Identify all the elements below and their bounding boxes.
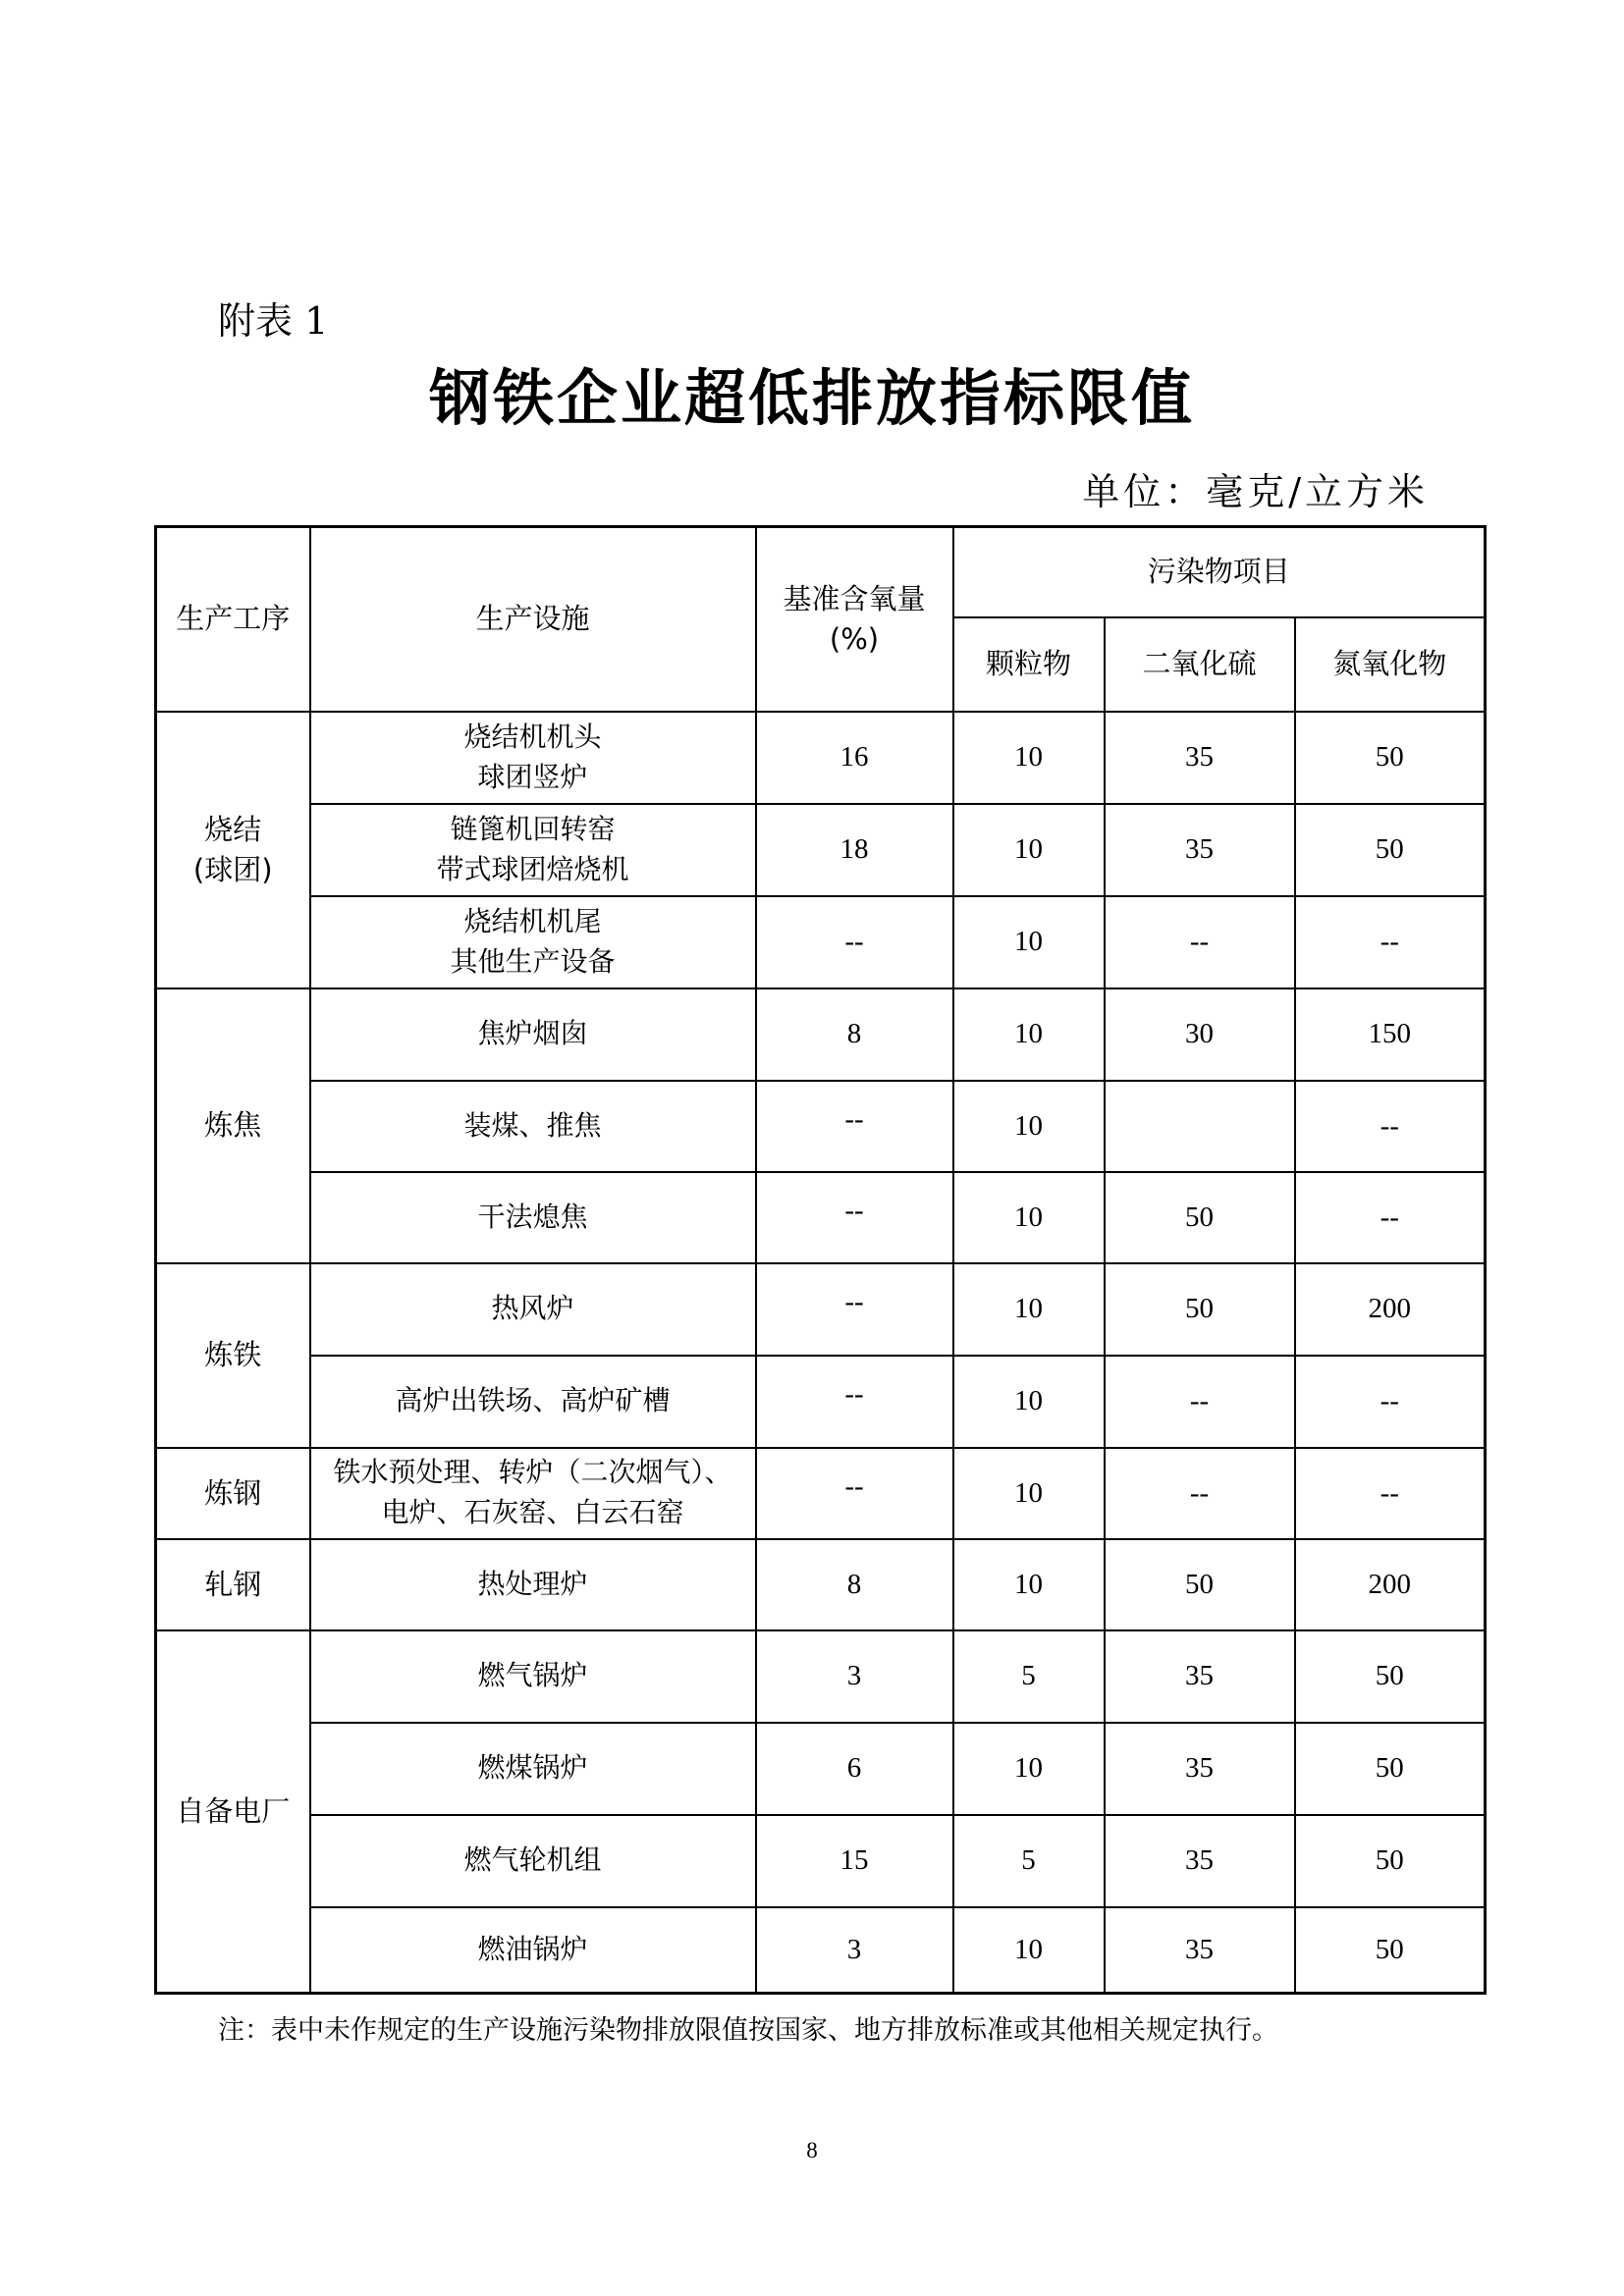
so2-value: 35: [1105, 1907, 1295, 1994]
facility-label: 高炉出铁场、高炉矿槽: [395, 1384, 671, 1417]
nox-value: 200: [1295, 1539, 1486, 1630]
pm-value: 10: [953, 804, 1105, 896]
facility-label: 干法熄焦: [477, 1200, 588, 1233]
facility-cell: [310, 1723, 756, 1815]
oxygen-value: 15: [756, 1815, 953, 1907]
facility-label: 热处理炉: [477, 1567, 588, 1600]
emission-limits-table: [154, 525, 1487, 1995]
so2-value: 35: [1105, 1815, 1295, 1907]
oxygen-value: 3: [756, 1630, 953, 1723]
so2-value: 35: [1105, 804, 1295, 896]
process-cell: [156, 1448, 310, 1539]
pm-value: 10: [953, 988, 1105, 1081]
header-nox: 氮氧化物: [1295, 617, 1486, 712]
oxygen-value: --: [756, 896, 953, 988]
oxygen-value: --: [756, 1356, 953, 1448]
so2-value: 35: [1105, 712, 1295, 804]
nox-value: --: [1295, 1172, 1486, 1263]
oxygen-value: --: [756, 1172, 953, 1263]
page-number: 8: [806, 2138, 818, 2163]
table-row: [156, 896, 1486, 988]
so2-value: 50: [1105, 1172, 1295, 1263]
table-row: [156, 988, 1486, 1081]
pm-value: 10: [953, 896, 1105, 988]
facility-cell: [310, 1907, 756, 1994]
nox-value: 200: [1295, 1263, 1486, 1356]
pm-value: 10: [953, 1448, 1105, 1539]
unit-label: 单位：毫克/立方米: [1082, 470, 1429, 513]
process-label: (球团): [192, 852, 273, 886]
so2-value: 50: [1105, 1263, 1295, 1356]
facility-cell: [310, 712, 756, 804]
pm-value: 5: [953, 1815, 1105, 1907]
process-label: 轧钢: [204, 1567, 262, 1601]
table-row: [156, 1539, 1486, 1630]
facility-cell: [310, 1448, 756, 1539]
facility-label: 烧结机机尾: [463, 904, 602, 937]
process-cell: [156, 1263, 310, 1448]
so2-value: --: [1105, 1356, 1295, 1448]
pm-value: 10: [953, 1172, 1105, 1263]
pm-value: 5: [953, 1630, 1105, 1723]
process-cell: [156, 988, 310, 1263]
so2-value: 30: [1105, 988, 1295, 1081]
process-cell: [156, 1630, 310, 1994]
oxygen-value: --: [756, 1081, 953, 1172]
facility-cell: [310, 1815, 756, 1907]
facility-label: 焦炉烟囱: [477, 1017, 588, 1050]
facility-label: 球团竖炉: [477, 760, 588, 793]
facility-label: 带式球团焙烧机: [436, 852, 629, 885]
facility-cell: [310, 1172, 756, 1263]
so2-value: [1105, 1081, 1295, 1172]
facility-label: 铁水预处理、转炉（二次烟气）、: [333, 1456, 732, 1489]
footnote: 注：表中未作规定的生产设施污染物排放限值按国家、地方排放标准或其他相关规定执行。: [218, 2015, 1278, 2046]
facility-label: 链篦机回转窑: [450, 812, 616, 845]
nox-value: 50: [1295, 804, 1486, 896]
table-row: [156, 1815, 1486, 1907]
pm-value: 10: [953, 1263, 1105, 1356]
facility-label: 其他生产设备: [450, 944, 616, 978]
nox-value: 50: [1295, 1815, 1486, 1907]
nox-value: --: [1295, 1081, 1486, 1172]
table-row: [156, 1907, 1486, 1994]
table-row: [156, 1448, 1486, 1539]
header-so2: 二氧化硫: [1105, 617, 1295, 712]
header-oxygen-label: 基准含氧量: [783, 582, 926, 616]
table-row: [156, 1263, 1486, 1356]
oxygen-value: 3: [756, 1907, 953, 1994]
header-oxygen: [756, 527, 953, 712]
oxygen-value: --: [756, 1263, 953, 1356]
process-label: 烧结: [204, 812, 262, 846]
so2-value: --: [1105, 1448, 1295, 1539]
page-title: 钢铁企业超低排放指标限值: [428, 362, 1195, 434]
pm-value: 10: [953, 1081, 1105, 1172]
pm-value: 10: [953, 1356, 1105, 1448]
table-row: [156, 1081, 1486, 1172]
nox-value: 50: [1295, 1723, 1486, 1815]
process-label: 炼铁: [204, 1338, 262, 1372]
process-cell: [156, 1539, 310, 1630]
nox-value: 50: [1295, 1907, 1486, 1994]
nox-value: 50: [1295, 1630, 1486, 1723]
oxygen-value: 18: [756, 804, 953, 896]
process-label: 炼钢: [204, 1475, 262, 1510]
nox-value: --: [1295, 896, 1486, 988]
facility-label: 电炉、石灰窑、白云石窑: [381, 1496, 684, 1528]
table-row: [156, 804, 1486, 896]
facility-label: 装煤、推焦: [463, 1108, 602, 1142]
header-process: 生产工序: [156, 527, 310, 712]
facility-cell: [310, 1630, 756, 1723]
table-row: [156, 1356, 1486, 1448]
facility-cell: [310, 804, 756, 896]
pm-value: 10: [953, 712, 1105, 804]
oxygen-value: 16: [756, 712, 953, 804]
header-oxygen-unit: (%): [829, 621, 880, 656]
nox-value: 150: [1295, 988, 1486, 1081]
so2-value: 35: [1105, 1723, 1295, 1815]
facility-cell: [310, 1539, 756, 1630]
facility-cell: [310, 988, 756, 1081]
table-row: [156, 1172, 1486, 1263]
nox-value: --: [1295, 1356, 1486, 1448]
process-label: 炼焦: [204, 1108, 262, 1143]
so2-value: 50: [1105, 1539, 1295, 1630]
so2-value: 35: [1105, 1630, 1295, 1723]
pm-value: 10: [953, 1539, 1105, 1630]
facility-cell: [310, 896, 756, 988]
oxygen-value: 6: [756, 1723, 953, 1815]
table-row: [156, 712, 1486, 804]
header-facility: 生产设施: [310, 527, 756, 712]
facility-label: 热风炉: [491, 1292, 574, 1325]
pm-value: 10: [953, 1723, 1105, 1815]
process-label: 自备电厂: [176, 1793, 291, 1828]
nox-value: --: [1295, 1448, 1486, 1539]
oxygen-value: 8: [756, 1539, 953, 1630]
header-pollutants: 污染物项目: [953, 527, 1486, 617]
facility-cell: [310, 1081, 756, 1172]
table-row: [156, 1723, 1486, 1815]
facility-label: 燃油锅炉: [477, 1932, 588, 1965]
facility-cell: [310, 1263, 756, 1356]
appendix-label: 附表 1: [218, 299, 329, 343]
oxygen-value: --: [756, 1448, 953, 1539]
process-cell: [156, 712, 310, 988]
facility-label: 燃煤锅炉: [477, 1751, 588, 1785]
pm-value: 10: [953, 1907, 1105, 1994]
facility-label: 燃气轮机组: [463, 1843, 602, 1877]
so2-value: --: [1105, 896, 1295, 988]
oxygen-value: 8: [756, 988, 953, 1081]
nox-value: 50: [1295, 712, 1486, 804]
header-pm: 颗粒物: [953, 617, 1105, 712]
facility-label: 烧结机机头: [463, 720, 602, 753]
facility-label: 燃气锅炉: [477, 1659, 588, 1692]
facility-cell: [310, 1356, 756, 1448]
table-row: [156, 1630, 1486, 1723]
